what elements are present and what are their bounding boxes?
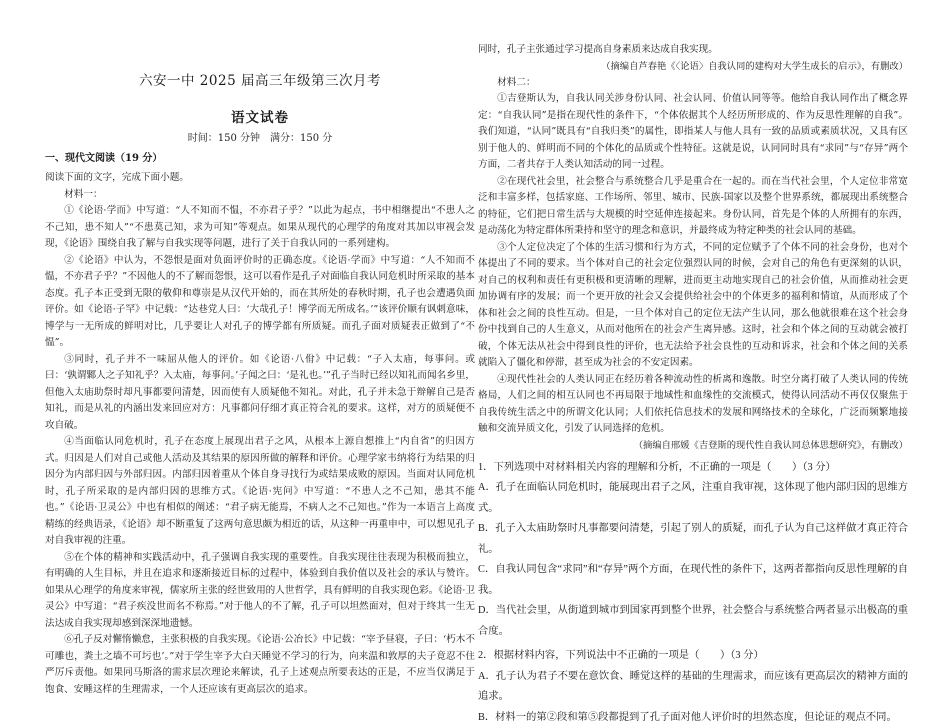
material-one-paragraph: ④当面临认同危机时，孔子在态度上展现出君子之风，从根本上源自想推上“内自省”的归因方式。归因是人们对自己或他人活动及其结果的原因所做的解释和评价。心理学家韦纳将行为结果的归因分为内部归因与外部归因。内部归因着重从个体自身寻找行为或结果成败的原因。当面对认同危机时，孔子所采取的是内部归因的思维方式。《论语·宪问》中写道：“不患人之不己知，患其不能也。”《论语·卫灵公》中也有相似的阐述：“君子病无能焉，不病人之不己知也。”作为一本语言上高度精练的经典语录，《论语》却不断重复了这两句意思颇为相近的话，从这种一再重申中，可以想见孔子对自我审视的注重。	[45, 434, 475, 550]
paper-title: 语文试卷	[45, 109, 475, 127]
question-one-option-c: C．自我认同包含“求同”和“存异”两个方面，在现代性的条件下，这两者都指向反思性理解的自我。	[478, 560, 908, 601]
question-two-stem: 2．根据材料内容，下列说法中不正确的一项是（ ）（3 分）	[478, 646, 908, 667]
right-column	[478, 42, 908, 728]
material-two-paragraph: ③个人定位决定了个体的生活习惯和行为方式，不同的定位赋予了个体不同的社会身份，也对个体提出了不同的要求。当个体对自己的社会定位强烈认同的时候，会对自己的角色有更深刻的认识，对自己的权利和责任有更积极和更清晰的理解，进而更主动地实现自己的社会价值，从而推动社会更加协调有序的发展；而一个更开放的社会又会提供给社会中的个体更多的福利和情谊，从而形成了个体和社会之间的良性互动。但是，一旦个体对自己的定位无法产生认同，那么他就很难在这个社会身份中找到自己的人生意义，从而对他所在的社会产生离异感。这时，社会和个体之间的互动就会被打破，个体无法从社会中得到良性的评价，也无法给予社会良性的互动和诉求，社会和个体之间的关系就陷入了僵化和停滞，甚至成为社会的不安定因素。	[478, 240, 908, 372]
material-one-paragraph: ⑤在个体的精神和实践活动中，孔子强调自我实现的重要性。自我实现往往表现为积极而独立，有明确的人生目标，并且在追求和逐渐接近目标的过程中，体验到自我价值以及社会的承认与赞许。如果从心理学的角度来审视，儒家所主张的经世致用的人世哲学，具有鲜明的自我实现色彩。《论语·卫灵公》中写道：“君子疾没世而名不称焉。”对于他人的不了解，孔子可以坦然面对，但对于终其一生无法达成自我实现却感到深深地遗憾。	[45, 550, 475, 633]
time-score-line: 时间：150 分钟 满分：150 分	[45, 131, 475, 147]
material-two-source: （摘编自邢媛《吉登斯的现代性自我认同总体思想研究》，有删改）	[478, 438, 908, 454]
question-one	[478, 458, 908, 643]
question-one-stem: 1．下列选项中对材料相关内容的理解和分析，不正确的一项是（ ）（3 分）	[478, 458, 908, 479]
question-two-option-b: B．材料一的第②段和第⑤段都提到了孔子面对他人评价时的坦然态度，但论证的观点不同。	[478, 708, 908, 728]
material-two-paragraph: ①吉登斯认为，自我认同关涉身份认同、社会认同、价值认同等等。他给自我认同作出了概念界定：“自我认同”是指在现代性的条件下，“个体依据其个人经历所形成的、作为反思性理解的自我”。我们知道，“认同”既具有“自我归类”的属性，即指某人与他人具有一致的品质或素质状况，又具有区别于他人的、鲜明而不同的个体化的品质或个性特征。这就是说，认同同时具有“求同”与“存异”两个方面，二者共存于人类认知活动的同一过程。	[478, 91, 908, 174]
left-column	[45, 72, 475, 698]
material-one-paragraph: ②《论语》中认为，不怨恨是面对负面评价时的正确态度。《论语·学而》中写道：“人不知而不愠，不亦君子乎？”不因他人的不了解而怨恨，这可以看作是孔子对面临自我认同危机时所采取的基本态度。孔子本正受到无限的敬仰和尊崇是从汉代开始的，而在其所处的春秋时期，孔子也会遭遇负面评价。如《论语·子罕》中记载：“达巷党人曰：‘大哉孔子！博学而无所成名。’”该评价顺有讽刺意味，博学与一无所成的鲜明对比，几乎要让人对孔子的博学都有所质疑。而孔子面对质疑表正做到了“不愠”。	[45, 253, 475, 352]
material-one-source: （摘编自芦春艳《〈论语〉自我认同的建构对大学生成长的启示》，有删改）	[478, 59, 908, 75]
material-two-label: 材料二：	[478, 75, 908, 92]
section-heading: 一、现代文阅读（19 分）	[45, 151, 475, 167]
question-two-option-a: A．孔子认为君子不要在意饮食、睡觉这样的基础的生理需求，而应该有更高层次的精神方面的追求。	[478, 667, 908, 708]
material-two-paragraph: ②在现代社会里，社会整合与系统整合几乎是重合在一起的。而在当代社会里，个人定位非常宽泛和丰富多样，包括家庭、工作场所、邻里、城市、民族-国家以及整个世界系统，都展现出系统整合的特征，它们把日常生活与大规模的时空延伸连接起来。身份认同，首先是个体的人所拥有的东西，是动荡化为特定群体所秉持和坚守的理念和意识，并最终成为特定种类的社会认同的基础。	[478, 174, 908, 240]
material-one-paragraph: ⑥孔子反对懈惰懒怠，主张积极的自我实现。《论语·公冶长》中记载：“宰予昼寝，子曰：‘朽木不可雕也，粪土之墙不可圬也’。”对于学生宰予大白天睡觉不学习的行为，向来温和敦厚的夫子竟忍不住严厉斥责他。如果同马斯洛的需求层次理论来解读，孔子上述观点所要表达的正是，不应当仅满足于饱食、安睡这样的生理需求，一个人还应该有更高层次的追求。	[45, 632, 475, 698]
material-two-paragraph: ④现代性社会的人类认同正在经历着各种流动性的析离和逸散。时空分离打破了人类认同的传统格局，人们之间的相互认同也不再局限于地域性和血缘性的交流模式，使得认同活动不再仅仅聚焦于自我传统生活之中的所谓文化认同；人们依托信息技术的发展和网络技术的全球化，广泛而频繁地接触和交流异质文化，引发了认同选择的危机。	[478, 372, 908, 438]
question-one-option-b: B．孔子入太庙助祭时凡事都要问清楚，引起了别人的质疑，而孔子认为自己这样做才真正符合礼。	[478, 519, 908, 560]
exam-title: 六安一中 2025 届高三年级第三次月考	[45, 72, 475, 90]
material-one-tail: 同时，孔子主张通过学习提高自身素质来达成自我实现。	[478, 42, 908, 59]
material-one-paragraph: ①《论语·学而》中写道：“人不知而不愠，不亦君子乎？”以此为起点，书中相继提出“不患人之不己知，患不知人”“不患莫己知，求为可知”等观点。如果从现代的心理学的角度对其加以审视会发现，《论语》围绕自我了解与自我实现等问题，进行了关于自我认同的一系列建构。	[45, 203, 475, 253]
material-one-paragraph: ③同时，孔子并不一味屈从他人的评价。如《论语·八佾》中记载：“子入太庙，每事问。或曰：‘孰谓鄹人之子知礼乎？入太庙，每事问。’子闻之曰：‘是礼也。’”孔子当时已经以知礼而闻名乡里，但他入太庙助祭时却凡事都要问清楚，因而使有人质疑他不知礼。对此，孔子并未急于辩解自己是否知礼，而是从礼的内涵出发来回应对方：凡事都问仔细才真正符合礼的要求。这样，对方的质疑便不攻自破。	[45, 352, 475, 435]
question-two	[478, 646, 908, 728]
material-one-label: 材料一：	[45, 187, 475, 204]
question-one-option-d: D．当代社会里，从街道到城市到国家再到整个世界，社会整合与系统整合两者显示出极高的重合度。	[478, 601, 908, 642]
reading-instruction: 阅读下面的文字，完成下面小题。	[45, 170, 475, 187]
question-one-option-a: A．孔子在面临认同危机时，能展现出君子之风，注重自我审视，这体现了他内部归因的思维方式。	[478, 478, 908, 519]
